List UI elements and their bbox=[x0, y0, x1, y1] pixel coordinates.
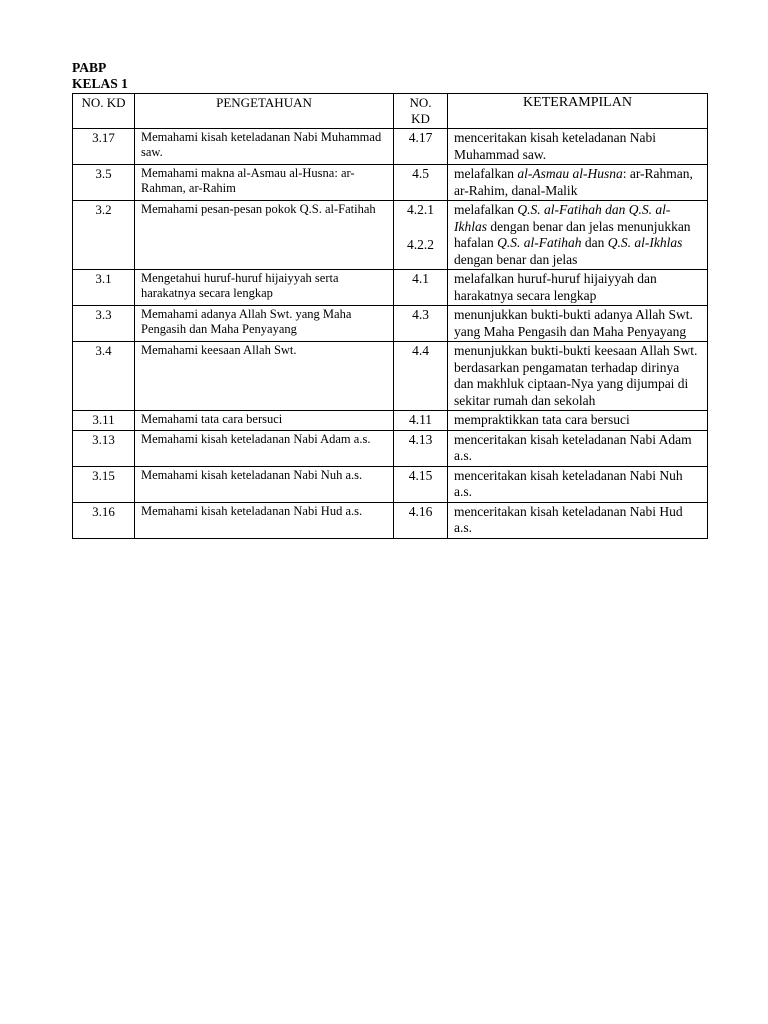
keterampilan-text-part: melafalkan bbox=[454, 202, 518, 217]
kd-number-skill: 4.17 bbox=[394, 129, 448, 165]
pengetahuan-text: Mengetahui huruf-huruf hijaiyyah serta harakatnya secara lengkap bbox=[135, 270, 394, 306]
keterampilan-text: menceritakan kisah keteladanan Nabi Muhammad saw. bbox=[448, 129, 708, 165]
keterampilan-text-part: : ar-Rahman, ar-Rahim, danal-Malik bbox=[454, 166, 693, 198]
keterampilan-text-part: melafalkan bbox=[454, 166, 518, 181]
kd-number-skill: 4.11 bbox=[394, 411, 448, 431]
pengetahuan-text: Memahami kisah keteladanan Nabi Muhammad saw. bbox=[135, 129, 394, 165]
table-row bbox=[73, 129, 708, 165]
table-row bbox=[73, 165, 708, 201]
kd-number: 3.1 bbox=[73, 270, 135, 306]
kd-number: 3.15 bbox=[73, 466, 135, 502]
kd-number: 3.5 bbox=[73, 165, 135, 201]
kd-number-skill: 4.3 bbox=[394, 306, 448, 342]
kd-number: 3.2 bbox=[73, 201, 135, 270]
class-title: KELAS 1 bbox=[72, 76, 128, 91]
header-no-kd-right: NO. KD bbox=[394, 94, 448, 129]
pengetahuan-text: Memahami tata cara bersuci bbox=[135, 411, 394, 431]
pengetahuan-text: Memahami makna al-Asmau al-Husna: ar-Rahman, ar-Rahim bbox=[135, 165, 394, 201]
keterampilan-text-part: dengan benar dan jelas menunjukkan hafalan bbox=[454, 218, 691, 250]
keterampilan-text-part: dengan benar dan jelas bbox=[454, 251, 578, 267]
pengetahuan-text: Memahami keesaan Allah Swt. bbox=[135, 342, 394, 411]
keterampilan-text-part: dan bbox=[581, 235, 608, 250]
kd-number: 3.16 bbox=[73, 502, 135, 538]
keterampilan-text: menceritakan kisah keteladanan Nabi Hud a.s. bbox=[448, 502, 708, 538]
kd-number-skill bbox=[394, 201, 448, 270]
kd-number: 3.13 bbox=[73, 430, 135, 466]
kd-number-skill: 4.13 bbox=[394, 430, 448, 466]
kd-number-skill: 4.4 bbox=[394, 342, 448, 411]
kd-number: 3.3 bbox=[73, 306, 135, 342]
table-row bbox=[73, 270, 708, 306]
table-header-row bbox=[73, 94, 708, 129]
subject-title: PABP bbox=[72, 60, 107, 75]
keterampilan-text-italic: Q.S. al-Fatihah dan Q.S. al-Ikhlas bbox=[454, 202, 671, 234]
keterampilan-text-italic: Q.S. al-Ikhlas bbox=[607, 235, 683, 250]
pengetahuan-text: Memahami kisah keteladanan Nabi Hud a.s. bbox=[135, 502, 394, 538]
competency-table bbox=[72, 93, 708, 539]
kd-number-skill: 4.16 bbox=[394, 502, 448, 538]
keterampilan-text: menunjukkan bukti-bukti adanya Allah Swt. yang Maha Pengasih dan Maha Penyayang bbox=[448, 306, 708, 342]
header-no-kd-left: NO. KD bbox=[73, 94, 135, 129]
kd-number-skill: 4.1 bbox=[394, 270, 448, 306]
table-row bbox=[73, 342, 708, 411]
keterampilan-text: mempraktikkan tata cara bersuci bbox=[448, 411, 708, 431]
keterampilan-text-italic: al-Asmau al-Husna bbox=[517, 166, 623, 181]
header-pengetahuan: PENGETAHUAN bbox=[135, 94, 394, 129]
pengetahuan-text: Memahami kisah keteladanan Nabi Adam a.s. bbox=[135, 430, 394, 466]
keterampilan-text: menceritakan kisah keteladanan Nabi Adam a.s. bbox=[448, 430, 708, 466]
header-keterampilan: KETERAMPILAN bbox=[448, 94, 708, 129]
pengetahuan-text: Memahami pesan-pesan pokok Q.S. al-Fatihah bbox=[135, 201, 394, 270]
table-row bbox=[73, 411, 708, 431]
kd-number-skill-a: 4.2.1 bbox=[407, 202, 434, 217]
kd-number-skill: 4.5 bbox=[394, 165, 448, 201]
kd-number: 3.4 bbox=[73, 342, 135, 411]
keterampilan-text-italic: Q.S. al-Fatihah bbox=[497, 235, 582, 250]
pengetahuan-text: Memahami kisah keteladanan Nabi Nuh a.s. bbox=[135, 466, 394, 502]
kd-number-skill-b: 4.2.2 bbox=[407, 237, 434, 252]
table-row bbox=[73, 306, 708, 342]
table-row bbox=[73, 502, 708, 538]
kd-number: 3.17 bbox=[73, 129, 135, 165]
keterampilan-text: menunjukkan bukti-bukti keesaan Allah Swt. berdasarkan pengamatan terhadap dirinya dan makhluk ciptaan-Nya yang dijumpai di sekitar rumah dan sekolah bbox=[448, 342, 708, 411]
keterampilan-text bbox=[448, 165, 708, 201]
table-row bbox=[73, 430, 708, 466]
keterampilan-text: menceritakan kisah keteladanan Nabi Nuh a.s. bbox=[448, 466, 708, 502]
document-heading bbox=[72, 60, 128, 92]
keterampilan-text: melafalkan huruf-huruf hijaiyyah dan harakatnya secara lengkap bbox=[448, 270, 708, 306]
kd-number: 3.11 bbox=[73, 411, 135, 431]
table-row bbox=[73, 201, 708, 270]
pengetahuan-text: Memahami adanya Allah Swt. yang Maha Pengasih dan Maha Penyayang bbox=[135, 306, 394, 342]
keterampilan-text bbox=[448, 201, 708, 270]
kd-number-skill: 4.15 bbox=[394, 466, 448, 502]
table-row bbox=[73, 466, 708, 502]
